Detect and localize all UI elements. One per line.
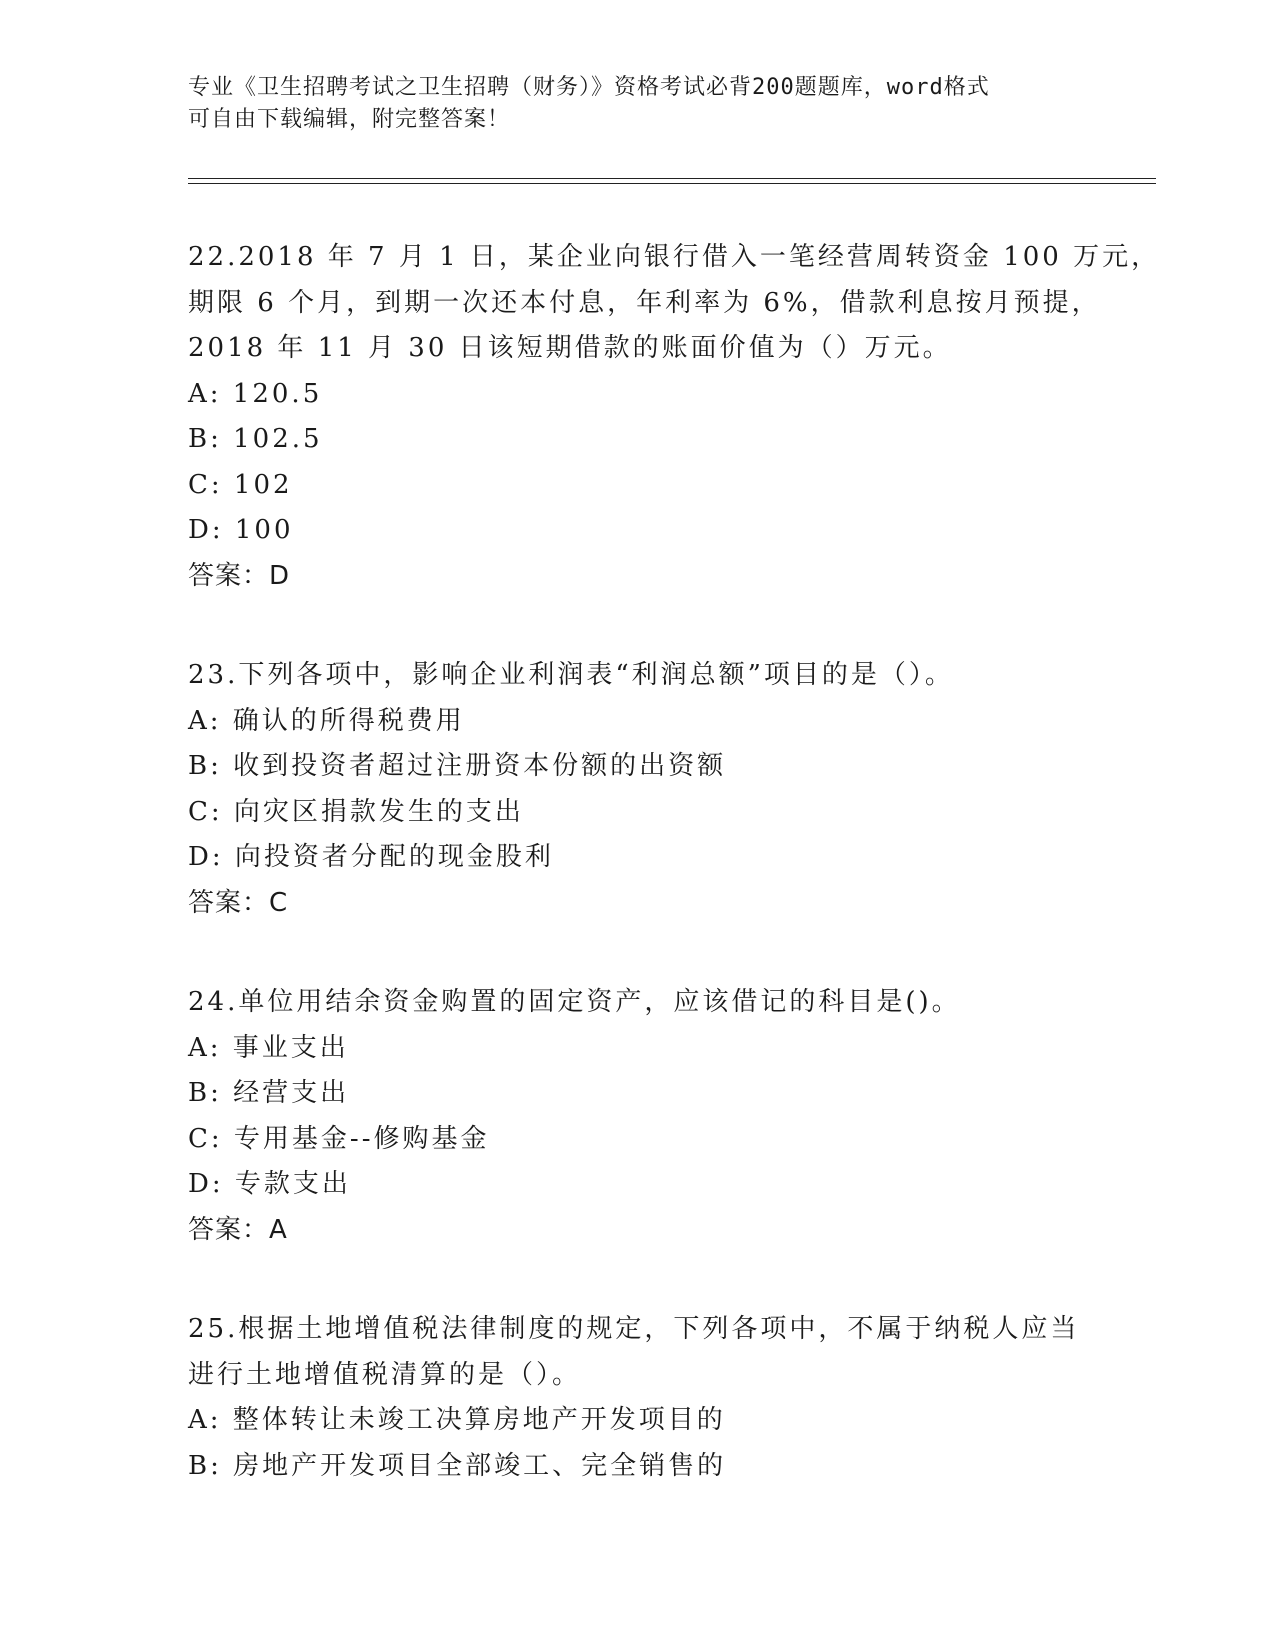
option-c: C: 专用基金--修购基金	[188, 1123, 490, 1154]
question-stem-line: 22.2018 年 7 月 1 日，某企业向银行借入一笔经营周转资金 100 万元，	[188, 242, 1161, 272]
answer-label: 答案：D	[188, 560, 291, 591]
option-a: A: 事业支出	[188, 1032, 349, 1063]
option-d: D: 100	[188, 515, 294, 545]
question-stem-line: 期限 6 个月，到期一次还本付息，年利率为 6%，借款利息按月预提，	[188, 287, 1101, 318]
answer-label: 答案：C	[188, 887, 289, 918]
option-c: C: 102	[188, 469, 293, 500]
option-b: B: 102.5	[188, 424, 323, 454]
question-22	[188, 235, 1161, 599]
question-stem-line: 24.单位用结余资金购置的固定资产，应该借记的科目是()。	[188, 987, 961, 1017]
header-divider-top	[188, 178, 1156, 179]
question-list	[188, 235, 1161, 1543]
question-stem-line: 23.下列各项中，影响企业利润表“利润总额”项目的是（）。	[188, 660, 954, 690]
option-d: D: 专款支出	[188, 1169, 351, 1199]
question-23	[188, 653, 1088, 926]
option-b: B: 经营支出	[188, 1078, 350, 1108]
header-divider-bottom	[188, 183, 1156, 184]
document-header	[188, 72, 1088, 136]
option-d: D: 向投资者分配的现金股利	[188, 842, 554, 872]
header-line-2: 可自由下载编辑，附完整答案！	[188, 107, 511, 132]
answer-label: 答案：A	[188, 1214, 288, 1245]
question-25	[188, 1307, 1088, 1489]
question-stem-line: 2018 年 11 月 30 日该短期借款的账面价值为（）万元。	[188, 333, 952, 363]
question-stem-line: 25.根据土地增值税法律制度的规定，下列各项中，不属于纳税人应当	[188, 1314, 1080, 1344]
option-a: A: 120.5	[188, 378, 323, 409]
option-a: A: 确认的所得税费用	[188, 705, 465, 736]
option-c: C: 向灾区捐款发生的支出	[188, 796, 524, 827]
option-a: A: 整体转让未竣工决算房地产开发项目的	[188, 1405, 726, 1435]
option-b: B: 收到投资者超过注册资本份额的出资额	[188, 751, 727, 781]
question-24	[188, 980, 1088, 1253]
option-b: B: 房地产开发项目全部竣工、完全销售的	[188, 1450, 727, 1481]
header-line-1: 专业《卫生招聘考试之卫生招聘（财务）》资格考试必背200题题库，word格式	[188, 75, 990, 100]
question-stem-line: 进行土地增值税清算的是（）。	[188, 1359, 582, 1390]
